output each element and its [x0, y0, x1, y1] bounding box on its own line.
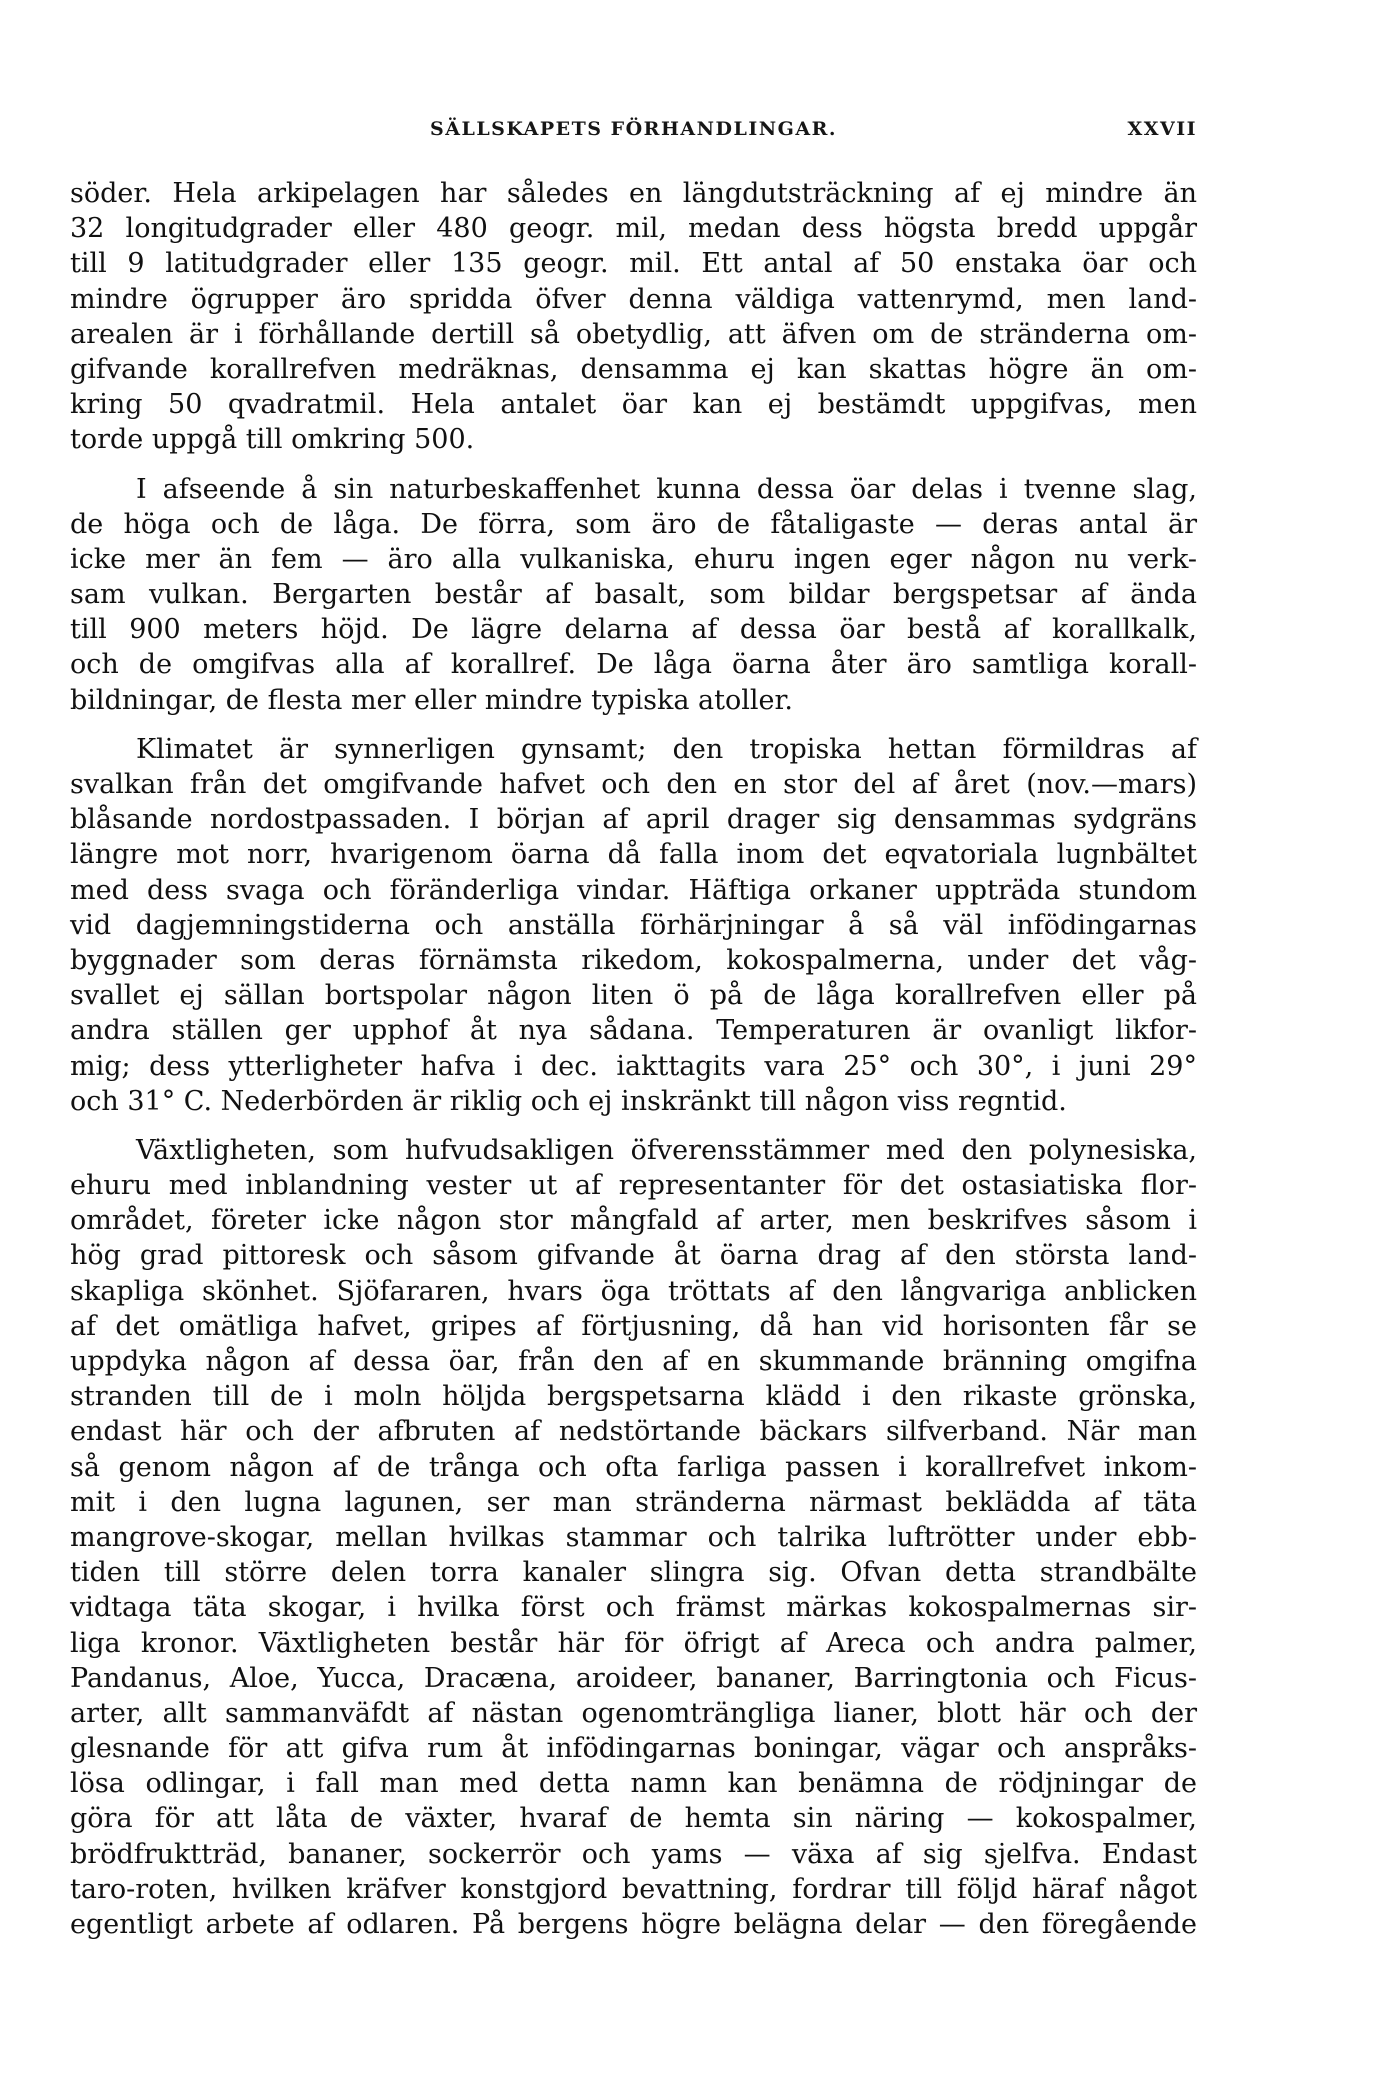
- text-line: Pandanus, Aloe, Yucca, Dracæna, aroideer, bananer, Barringtonia och Ficus-: [70, 1662, 1197, 1694]
- text-line: mit i den lugna lagunen, ser man stränderna närmast beklädda af täta: [70, 1486, 1197, 1518]
- text-line: uppdyka någon af dessa öar, från den af en skummande bränning omgifna: [70, 1346, 1197, 1377]
- paragraph: [70, 176, 1197, 458]
- text-line: I afseende å sin naturbeskaffenhet kunna dessa öar delas i tvenne slag,: [136, 473, 1197, 505]
- text-line: gifvande korallrefven medräknas, densamma ej kan skattas högre än om-: [70, 353, 1197, 385]
- text-line: bildningar, de flesta mer eller mindre typiska atoller.: [70, 684, 794, 716]
- text-line: arter, allt sammanväfdt af nästan ogenomträngliga lianer, blott här och der: [70, 1697, 1197, 1729]
- text-line: egentligt arbete af odlaren. På bergens högre belägna delar — den föregående: [70, 1909, 1197, 1940]
- text-line: vidtaga täta skogar, i hvilka först och främst märkas kokospalmernas sir-: [70, 1592, 1197, 1624]
- text-line: kring 50 qvadratmil. Hela antalet öar kan ej bestämdt uppgifvas, men: [70, 389, 1197, 421]
- text-line: sam vulkan. Bergarten består af basalt, som bildar bergspetsar af ända: [70, 579, 1197, 611]
- text-line: och de omgifvas alla af korallref. De låga öarna åter äro samtliga korall-: [70, 649, 1197, 681]
- text-line: och 31° C. Nederbörden är riklig och ej inskränkt till någon viss regntid.: [70, 1085, 1067, 1117]
- text-line: stranden till de i moln höljda bergspetsarna klädd i den rikaste grönska,: [70, 1381, 1197, 1413]
- text-line: lösa odlingar, i fall man med detta namn kan benämna de rödjningar de: [70, 1768, 1197, 1800]
- text-line: blåsande nordostpassaden. I början af april drager sig densammas sydgräns: [70, 804, 1197, 836]
- text-line: till 900 meters höjd. De lägre delarna af dessa öar bestå af korallkalk,: [70, 614, 1197, 646]
- text-line: andra ställen ger upphof åt nya sådana. Temperaturen är ovanligt likfor-: [70, 1015, 1197, 1047]
- text-line: torde uppgå till omkring 500.: [70, 424, 475, 456]
- text-line: af det omätliga hafvet, gripes af förtjusning, då han vid horisonten får se: [70, 1310, 1197, 1342]
- text-line: mangrove-skogar, mellan hvilkas stammar och talrika luftrötter under ebb-: [70, 1521, 1197, 1553]
- text-line: svallet ej sällan bortspolar någon liten ö på de låga korallrefven eller på: [70, 980, 1197, 1012]
- text-line: mig; dess ytterligheter hafva i dec. iakttagits vara 25° och 30°, i juni 29°: [70, 1050, 1197, 1082]
- text-line: mindre ögrupper äro spridda öfver denna väldiga vattenrymd, men land-: [70, 283, 1197, 315]
- text-line: området, företer icke någon stor mångfald af arter, men beskrifves såsom i: [70, 1205, 1197, 1237]
- text-line: Klimatet är synnerligen gynsamt; den tropiska hettan förmildras af: [136, 733, 1197, 765]
- text-line: vid dagjemningstiderna och anställa förhärjningar å så väl infödingarnas: [70, 909, 1197, 941]
- text-line: med dess svaga och föränderliga vindar. Häftiga orkaner uppträda stundom: [70, 874, 1197, 906]
- text-line: 32 longitudgrader eller 480 geogr. mil, medan dess högsta bredd uppgår: [70, 213, 1197, 245]
- paragraph: [70, 1133, 1197, 1942]
- text-line: göra för att låta de växter, hvaraf de hemta sin näring — kokospalmer,: [70, 1803, 1197, 1835]
- text-line: skapliga skönhet. Sjöfararen, hvars öga tröttats af den långvariga anblicken: [70, 1275, 1197, 1307]
- text-line: brödfruktträd, bananer, sockerrör och yams — växa af sig sjelfva. Endast: [70, 1838, 1197, 1870]
- text-line: glesnande för att gifva rum åt infödingarnas boningar, vägar och anspråks-: [70, 1733, 1197, 1765]
- text-line: ehuru med inblandning vester ut af representanter för det ostasiatiska flor-: [70, 1170, 1197, 1202]
- paragraph: [70, 732, 1197, 1119]
- text-line: de höga och de låga. De förra, som äro de fåtaligaste — deras antal är: [70, 508, 1197, 540]
- text-line: endast här och der afbruten af nedstörtande bäckars silfverband. När man: [70, 1416, 1197, 1448]
- text-line: så genom någon af de trånga och ofta farliga passen i korallrefvet inkom-: [70, 1451, 1197, 1483]
- running-title: SÄLLSKAPETS FÖRHANDLINGAR.: [430, 118, 837, 140]
- running-header: [70, 118, 1197, 148]
- body-text: [70, 176, 1197, 1942]
- paragraph-gap: [70, 458, 1197, 472]
- paragraph: [70, 472, 1197, 718]
- text-line: tiden till större delen torra kanaler slingra sig. Ofvan detta strandbälte: [70, 1557, 1197, 1589]
- text-line: söder. Hela arkipelagen har således en längdutsträckning af ej mindre än: [70, 178, 1197, 209]
- text-line: hög grad pittoresk och såsom gifvande åt öarna drag af den största land-: [70, 1240, 1197, 1272]
- text-line: till 9 latitudgrader eller 135 geogr. mil. Ett antal af 50 enstaka öar och: [70, 248, 1197, 280]
- text-line: byggnader som deras förnämsta rikedom, kokospalmerna, under det våg-: [70, 944, 1197, 976]
- text-line: svalkan från det omgifvande hafvet och den en stor del af året (nov.—mars): [70, 769, 1197, 800]
- page-number: XXVII: [1127, 118, 1197, 140]
- text-line: Växtligheten, som hufvudsakligen öfverensstämmer med den polynesiska,: [136, 1134, 1197, 1166]
- text-line: arealen är i förhållande dertill så obetydlig, att äfven om de stränderna om-: [70, 318, 1197, 350]
- paragraph-gap: [70, 718, 1197, 732]
- text-line: liga kronor. Växtligheten består här för öfrigt af Areca och andra palmer,: [70, 1627, 1197, 1659]
- paragraph-gap: [70, 1119, 1197, 1133]
- text-line: icke mer än fem — äro alla vulkaniska, ehuru ingen eger någon nu verk-: [70, 543, 1197, 575]
- text-line: längre mot norr, hvarigenom öarna då falla inom det eqvatoriala lugnbältet: [70, 839, 1197, 871]
- text-line: taro-roten, hvilken kräfver konstgjord bevattning, fordrar till följd häraf något: [70, 1873, 1197, 1905]
